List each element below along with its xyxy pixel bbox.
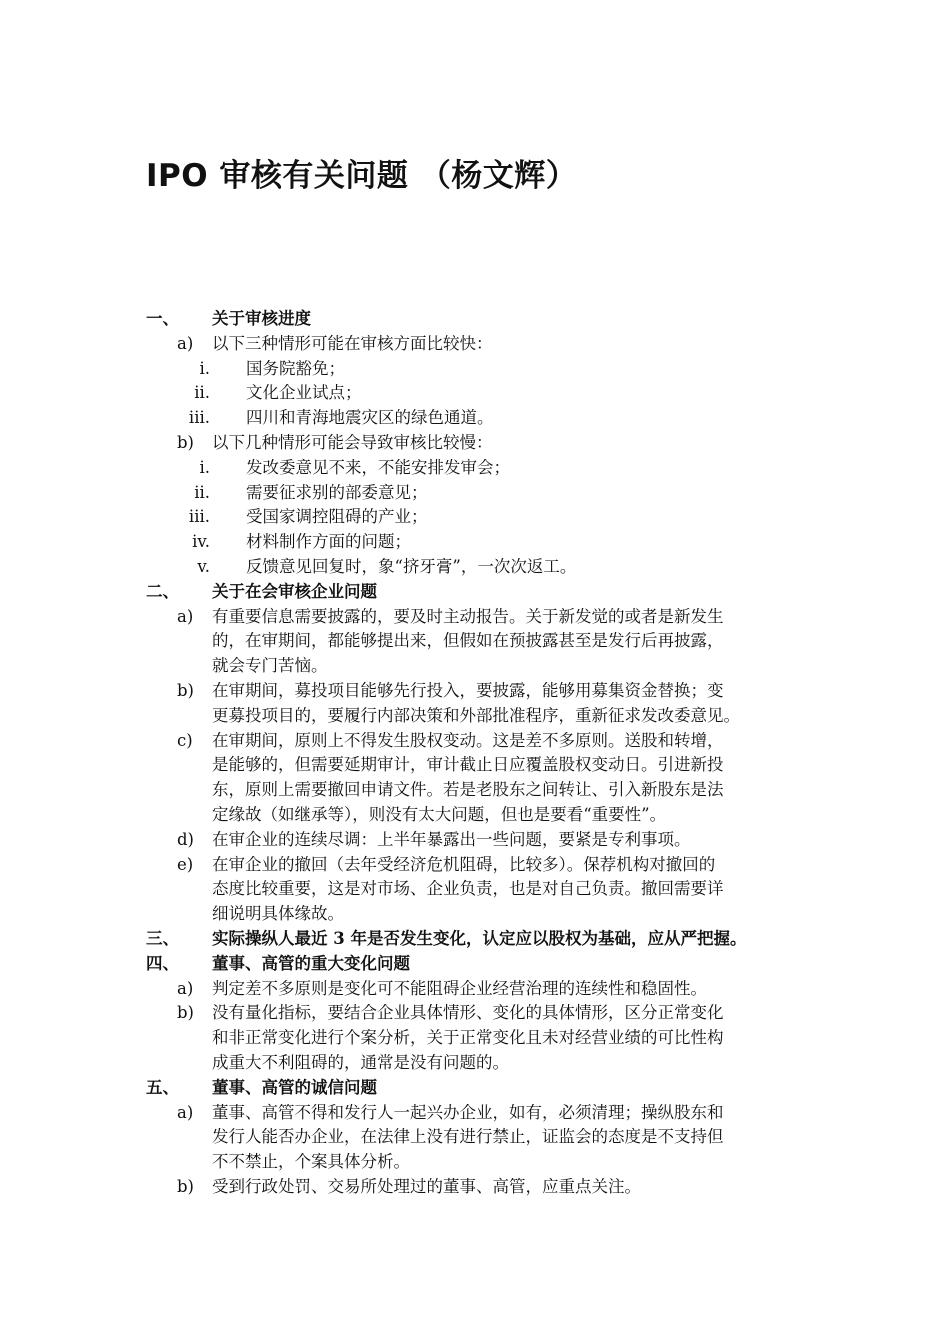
sub-list-text: 受国家调控阻碍的产业；	[246, 507, 428, 527]
list-item-text: 受到行政处罚、交易所处理过的董事、高管，应重点关注。	[212, 1176, 641, 1196]
section-number: 三、	[146, 928, 179, 948]
list-item-text: 东，原则上需要撤回申请文件。若是老股东之间转让、引入新股东是法	[212, 780, 724, 800]
sub-list-text: 四川和青海地震灾区的绿色通道。	[246, 408, 494, 428]
sub-list-text: 反馈意见回复时，象“挤牙膏”，一次次返工。	[246, 556, 577, 576]
list-item-text: 的，在审期间，都能够提出来，但假如在预披露甚至是发行后再披露，	[212, 631, 724, 651]
list-item-marker: a)	[177, 978, 194, 998]
sub-list-text: 材料制作方面的问题；	[246, 532, 411, 552]
list-item-marker: b)	[177, 680, 194, 700]
list-item	[0, 679, 950, 704]
list-item	[0, 1001, 950, 1026]
list-item-continuation	[0, 629, 950, 654]
list-item-marker: a)	[177, 333, 194, 353]
list-item	[0, 605, 950, 630]
list-item-continuation	[0, 1051, 950, 1076]
list-item-text: 发行人能否办企业，在法律上没有进行禁止，证监会的态度是不支持但	[212, 1127, 724, 1147]
sub-list-item	[0, 505, 950, 530]
section-heading-text: 董事、高管的重大变化问题	[212, 953, 410, 973]
sub-list-marker: v.	[197, 556, 210, 576]
list-item-continuation	[0, 1125, 950, 1150]
sub-list-marker: i.	[199, 457, 210, 477]
list-item-text: 在审期间，原则上不得发生股权变动。这是差不多原则。送股和转增，	[212, 730, 724, 750]
list-item-continuation	[0, 902, 950, 927]
list-item-text: 更募投项目的，要履行内部决策和外部批准程序，重新征求发改委意见。	[212, 705, 740, 725]
list-item-text: 有重要信息需要披露的，要及时主动报告。关于新发觉的或者是新发生	[212, 606, 724, 626]
sub-list-text: 文化企业试点；	[246, 383, 362, 403]
section-heading	[0, 1076, 950, 1101]
list-item-marker: b)	[177, 432, 194, 452]
list-item	[0, 853, 950, 878]
list-item-text: 以下三种情形可能在审核方面比较快：	[212, 333, 493, 353]
section-heading-text: 关于在会审核企业问题	[212, 581, 377, 601]
list-item-marker: b)	[177, 1176, 194, 1196]
list-item	[0, 977, 950, 1002]
section-number: 四、	[146, 953, 179, 973]
list-item-text: 细说明具体缘故。	[212, 904, 344, 924]
list-item-text: 是能够的，但需要延期审计，审计截止日应覆盖股权变动日。引进新投	[212, 755, 724, 775]
sub-list-text: 国务院豁免；	[246, 358, 345, 378]
list-item-continuation	[0, 778, 950, 803]
sub-list-text: 需要征求别的部委意见；	[246, 482, 428, 502]
list-item-text: 没有量化指标，要结合企业具体情形、变化的具体情形，区分正常变化	[212, 1003, 724, 1023]
section-number: 二、	[146, 581, 179, 601]
section-heading	[0, 580, 950, 605]
list-item-text: 在审期间，募投项目能够先行投入，要披露，能够用募集资金替换；变	[212, 680, 724, 700]
list-item-marker: e)	[177, 854, 194, 874]
sub-list-marker: iii.	[188, 408, 210, 428]
sub-list-text: 发改委意见不来，不能安排发审会；	[246, 457, 510, 477]
section-heading-text: 关于审核进度	[212, 309, 311, 328]
list-item	[0, 332, 950, 357]
sub-list-marker: ii.	[194, 482, 210, 502]
sub-list-marker: i.	[199, 358, 210, 378]
list-item-text: 在审企业的撤回（去年受经济危机阻碍，比较多）。保荐机构对撤回的	[212, 854, 716, 874]
section-heading	[0, 927, 950, 952]
section-heading	[0, 307, 950, 332]
document-body	[0, 307, 950, 1200]
sub-list-item	[0, 456, 950, 481]
sub-list-marker: iv.	[192, 532, 210, 552]
list-item-continuation	[0, 1026, 950, 1051]
list-item	[0, 431, 950, 456]
sub-list-item	[0, 555, 950, 580]
list-item-text: 和非正常变化进行个案分析，关于正常变化且未对经营业绩的可比性构	[212, 1028, 724, 1048]
sub-list-marker: ii.	[194, 383, 210, 403]
list-item-text: 董事、高管不得和发行人一起兴办企业，如有，必须清理；操纵股东和	[212, 1102, 724, 1122]
section-number: 一、	[146, 309, 179, 328]
list-item-marker: d)	[177, 829, 194, 849]
list-item-text: 定缘故（如继承等），则没有太大问题，但也是要看“重要性”。	[212, 804, 667, 824]
sub-list-marker: iii.	[188, 507, 210, 527]
sub-list-item	[0, 530, 950, 555]
section-number: 五、	[146, 1077, 179, 1097]
list-item	[0, 1175, 950, 1200]
list-item-continuation	[0, 877, 950, 902]
list-item-text: 以下几种情形可能会导致审核比较慢：	[212, 432, 493, 452]
section-heading-text: 董事、高管的诚信问题	[212, 1077, 377, 1097]
list-item-continuation	[0, 1150, 950, 1175]
list-item-continuation	[0, 704, 950, 729]
list-item-continuation	[0, 753, 950, 778]
sub-list-item	[0, 481, 950, 506]
sub-list-item	[0, 357, 950, 382]
sub-list-item	[0, 406, 950, 431]
list-item-text: 判定差不多原则是变化可不能阻碍企业经营治理的连续性和稳固性。	[212, 978, 707, 998]
list-item-continuation	[0, 654, 950, 679]
sub-list-item	[0, 381, 950, 406]
list-item-marker: c)	[177, 730, 193, 750]
list-item-text: 成重大不利阻碍的，通常是没有问题的。	[212, 1052, 509, 1072]
document-title: IPO 审核有关问题 （杨文辉）	[146, 158, 578, 194]
section-heading-text: 实际操纵人最近 3 年是否发生变化，认定应以股权为基础，应从严把握。	[212, 928, 747, 948]
list-item-continuation	[0, 803, 950, 828]
list-item	[0, 729, 950, 754]
list-item	[0, 828, 950, 853]
section-heading	[0, 952, 950, 977]
list-item-text: 不不禁止，个案具体分析。	[212, 1152, 410, 1172]
list-item	[0, 1101, 950, 1126]
list-item-text: 态度比较重要，这是对市场、企业负责，也是对自己负责。撤回需要详	[212, 879, 724, 899]
list-item-text: 就会专门苦恼。	[212, 656, 328, 676]
list-item-text: 在审企业的连续尽调：上半年暴露出一些问题，要紧是专利事项。	[212, 829, 691, 849]
list-item-marker: a)	[177, 606, 194, 626]
list-item-marker: a)	[177, 1102, 194, 1122]
list-item-marker: b)	[177, 1003, 194, 1023]
